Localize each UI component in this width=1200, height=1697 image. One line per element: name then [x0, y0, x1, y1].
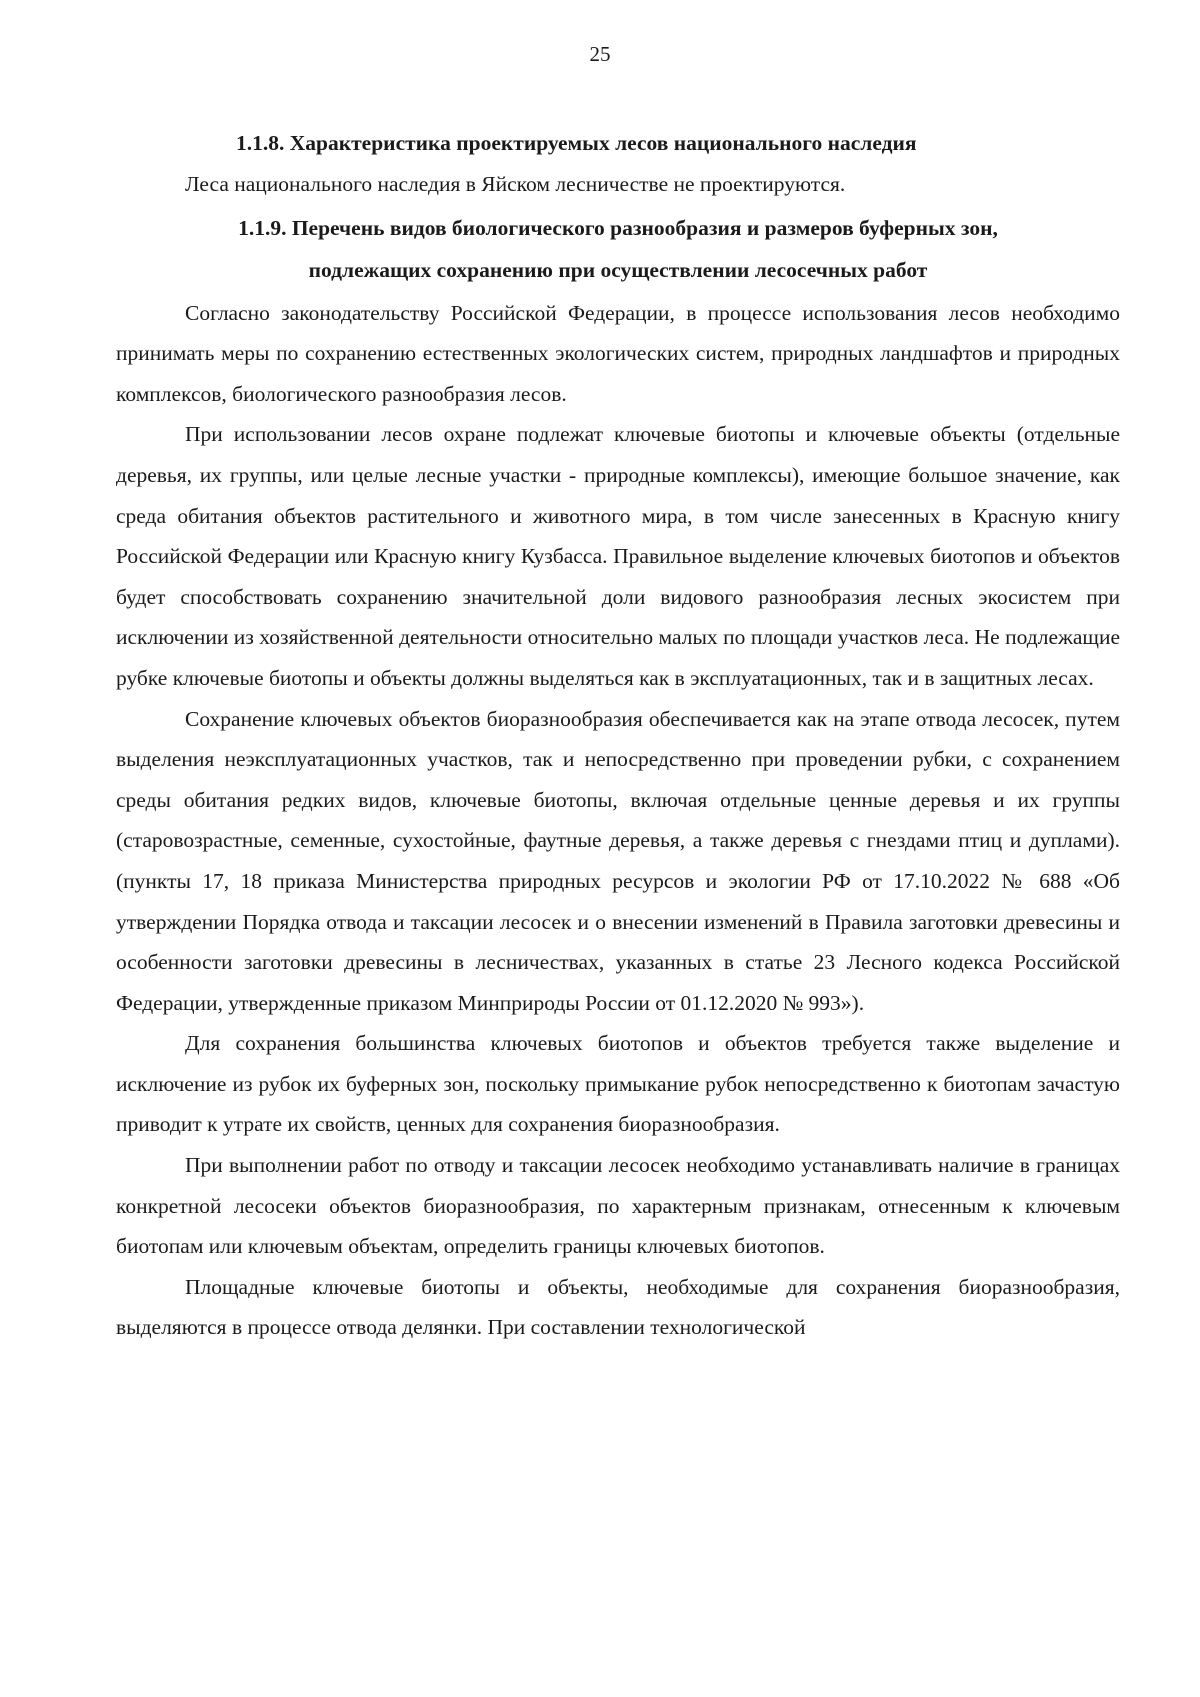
- paragraph-1-1-8: Леса национального наследия в Яйском лесничестве не проектируются.: [185, 172, 846, 196]
- section-heading-1-1-9-line1: 1.1.9. Перечень видов биологического разнообразия и размеров буферных зон,: [238, 215, 998, 240]
- page-number: 25: [589, 42, 611, 66]
- section-heading-1-1-8: 1.1.8. Характеристика проектируемых лесов национального наследия: [236, 131, 917, 155]
- paragraph: Согласно законодательству Российской Федерации, в процессе использования лесов необходимо принимать меры по сохранению естественных экологических систем, природных ландшафтов и природных комплексов, биологического разнообразия лесов.: [116, 300, 1120, 406]
- paragraph: Площадные ключевые биотопы и объекты, необходимые для сохранения биоразнообразия, выделяются в процессе отвода делянки. При составлении технологической: [116, 1274, 1120, 1340]
- paragraph: Для сохранения большинства ключевых биотопов и объектов требуется также выделение и исключение из рубок их буферных зон, поскольку примыкание рубок непосредственно к биотопам зачастую приводит к утрате их свойств, ценных для сохранения биоразнообразия.: [116, 1031, 1120, 1137]
- paragraph: Сохранение ключевых объектов биоразнообразия обеспечивается как на этапе отвода лесосек, путем выделения неэксплуатационных участков, так и непосредственно при проведении рубки, с сохранением среды обитания редких видов, ключевые биотопы, включая отдельные ценные деревья и их группы (старовозрастные, семенные, сухостойные, фаутные деревья, а также деревья с гнездами птиц и дуплами).(пункты 17, 18 приказа Министерства природных ресурсов и экологии РФ от 17.10.2022 № 688 «Об утверждении Порядка отвода и таксации лесосек и о внесении изменений в Правила заготовки древесины и особенности заготовки древесины в лесничествах, указанных в статье 23 Лесного кодекса Российской Федерации, утвержденные приказом Минприроды России от 01.12.2020 № 993»).: [116, 706, 1120, 1015]
- paragraph: При использовании лесов охране подлежат ключевые биотопы и ключевые объекты (отдельные деревья, их группы, или целые лесные участки - природные комплексы), имеющие большое значение, как среда обитания объектов растительного и животного мира, в том числе занесенных в Красную книгу Российской Федерации или Красную книгу Кузбасса. Правильное выделение ключевых биотопов и объектов будет способствовать сохранению значительной доли видового разнообразия лесных экосистем при исключении из хозяйственной деятельности относительно малых по площади участков леса. Не подлежащие рубке ключевые биотопы и объекты должны выделяться как в эксплуатационных, так и в защитных лесах.: [116, 422, 1120, 690]
- section-heading-1-1-9-line2: подлежащих сохранению при осуществлении лесосечных работ: [308, 257, 928, 282]
- paragraph: При выполнении работ по отводу и таксации лесосек необходимо устанавливать наличие в границах конкретной лесосеки объектов биоразнообразия, по характерным признакам, отнесенным к ключевым биотопам или ключевым объектам, определить границы ключевых биотопов.: [116, 1153, 1120, 1259]
- page-content: [116, 122, 1120, 1348]
